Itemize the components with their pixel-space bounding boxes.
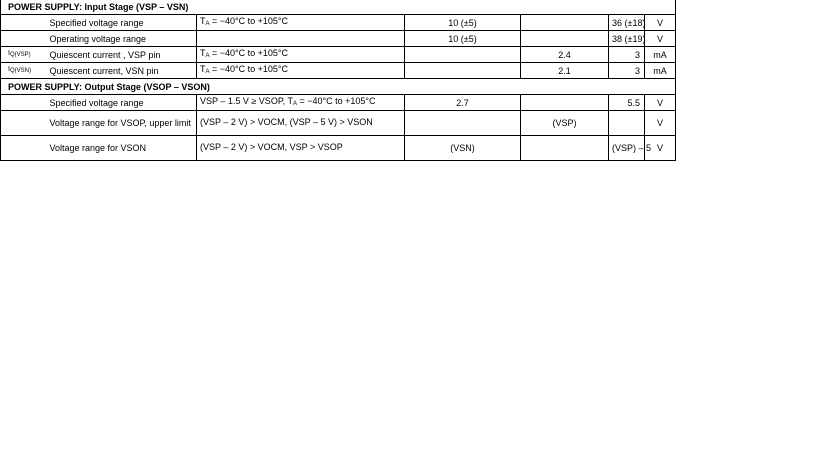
typ-cell: (VSP) xyxy=(521,111,609,136)
symbol-cell: IQ(VSP) xyxy=(1,47,48,63)
spec-table-viewport xyxy=(0,0,819,151)
min-cell xyxy=(405,47,521,63)
min-cell: 2.7 xyxy=(405,95,521,111)
conditions-cell: (VSP – 2 V) > VOCM, (VSP – 5 V) > VSON xyxy=(197,111,405,136)
max-cell: 3 xyxy=(609,63,645,79)
table-row xyxy=(1,31,676,47)
parameter-cell: Specified voltage range xyxy=(48,95,197,111)
symbol-cell xyxy=(1,95,48,111)
typ-cell xyxy=(521,95,609,111)
conditions-cell: VSP – 1.5 V ≥ VSOP, TA = −40°C to +105°C xyxy=(197,95,405,111)
unit-cell: V xyxy=(645,111,676,136)
conditions-cell: TA = −40°C to +105°C xyxy=(197,47,405,63)
table-row xyxy=(1,95,676,111)
parameter-cell: Quiescent current , VSP pin xyxy=(48,47,197,63)
symbol-cell xyxy=(1,136,48,161)
min-cell: (VSN) xyxy=(405,136,521,161)
section-header-row xyxy=(1,0,676,15)
typ-cell xyxy=(521,15,609,31)
unit-cell: V xyxy=(645,95,676,111)
symbol-cell: IQ(VSN) xyxy=(1,63,48,79)
max-cell: (VSP) – 5 xyxy=(609,136,645,161)
max-cell: 38 (±19) xyxy=(609,31,645,47)
section-header-row xyxy=(1,79,676,95)
min-cell xyxy=(405,111,521,136)
conditions-cell: TA = −40°C to +105°C xyxy=(197,15,405,31)
parameter-cell: Voltage range for VSOP, upper limit xyxy=(48,111,197,136)
symbol-cell xyxy=(1,31,48,47)
unit-cell: mA xyxy=(645,47,676,63)
max-cell: 5.5 xyxy=(609,95,645,111)
parameter-cell: Quiescent current, VSN pin xyxy=(48,63,197,79)
typ-cell: 2.4 xyxy=(521,47,609,63)
unit-cell: V xyxy=(645,15,676,31)
unit-cell: mA xyxy=(645,63,676,79)
conditions-cell: (VSP – 2 V) > VOCM, VSP > VSOP xyxy=(197,136,405,161)
max-cell: 36 (±18) xyxy=(609,15,645,31)
max-cell xyxy=(609,111,645,136)
conditions-cell: TA = −40°C to +105°C xyxy=(197,63,405,79)
symbol-cell xyxy=(1,111,48,136)
table-row xyxy=(1,111,676,136)
conditions-cell xyxy=(197,31,405,47)
max-cell: 3 xyxy=(609,47,645,63)
section-title: POWER SUPPLY: Input Stage (VSP – VSN) xyxy=(1,0,676,15)
parameter-cell: Specified voltage range xyxy=(48,15,197,31)
section-title: POWER SUPPLY: Output Stage (VSOP – VSON) xyxy=(1,79,676,95)
symbol-cell xyxy=(1,15,48,31)
spec-table xyxy=(0,0,676,161)
table-row xyxy=(1,136,676,161)
min-cell: 10 (±5) xyxy=(405,31,521,47)
table-row xyxy=(1,63,676,79)
min-cell: 10 (±5) xyxy=(405,15,521,31)
typ-cell: 2.1 xyxy=(521,63,609,79)
parameter-cell: Voltage range for VSON xyxy=(48,136,197,161)
typ-cell xyxy=(521,31,609,47)
parameter-cell: Operating voltage range xyxy=(48,31,197,47)
typ-cell xyxy=(521,136,609,161)
min-cell xyxy=(405,63,521,79)
table-row xyxy=(1,15,676,31)
table-row xyxy=(1,47,676,63)
unit-cell: V xyxy=(645,136,676,161)
unit-cell: V xyxy=(645,31,676,47)
